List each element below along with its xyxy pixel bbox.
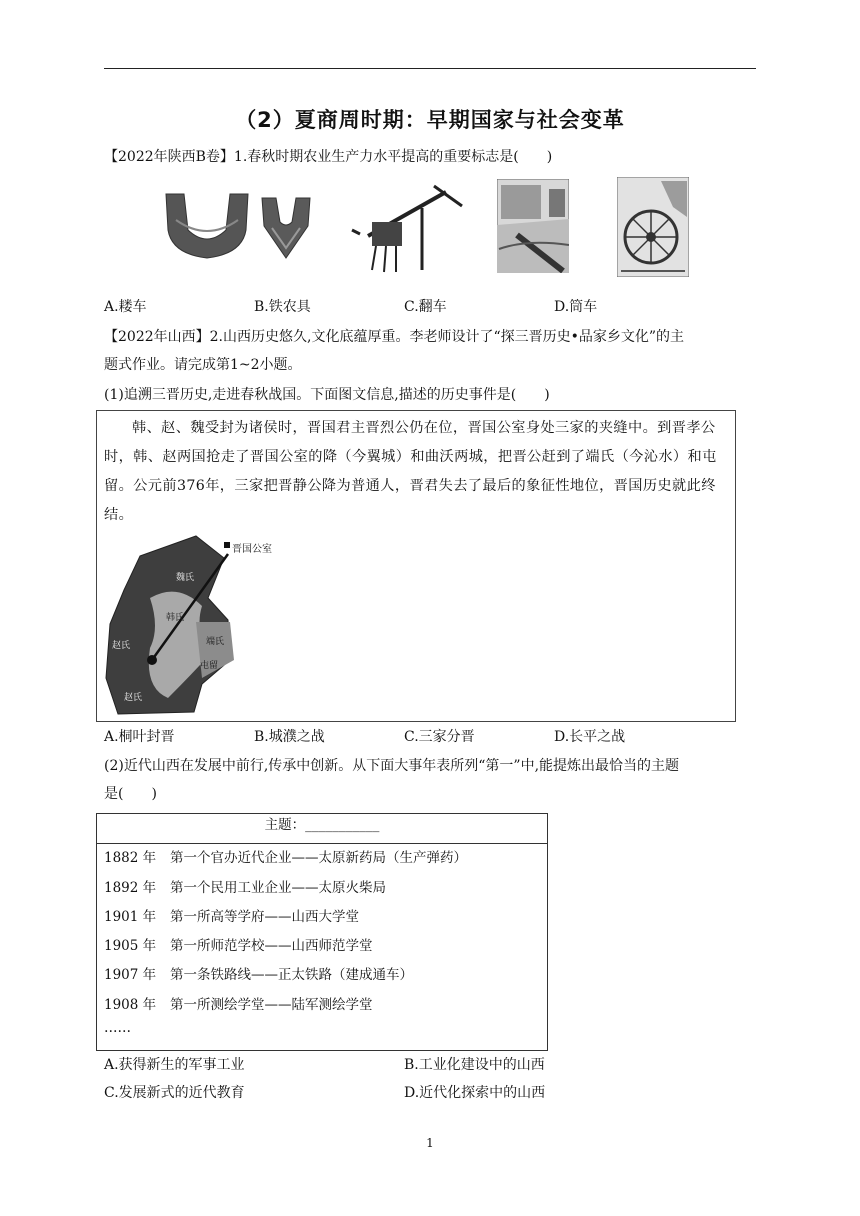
table-row-event: 第一所测绘学堂——陆军测绘学堂: [170, 997, 373, 1013]
table-header: 主题：___________: [97, 813, 547, 844]
q1-option-d: D.筒车: [554, 299, 598, 315]
table-row-year: 1892 年: [104, 880, 157, 896]
table-row-year: 1907 年: [104, 967, 157, 983]
q1-image-a: [160, 190, 254, 262]
table-row: [104, 963, 413, 983]
q1-option-c: C.翻车: [404, 299, 447, 315]
table-row-event: 第一个官办近代企业——太原新药局（生产弹药）: [170, 850, 467, 866]
q1-option-a: A.耧车: [104, 299, 147, 315]
table-row: [104, 993, 373, 1013]
page-number: 1: [426, 1136, 434, 1150]
q1-line: [104, 146, 552, 166]
q2-intro-text: 2.山西历史悠久,文化底蕴厚重。李老师设计了“探三晋历史•品家乡文化”的主: [209, 329, 685, 345]
table-row-year: 1905 年: [104, 938, 157, 954]
table-row-year: 1901 年: [104, 909, 157, 925]
table-row: [104, 934, 373, 954]
q2-sub2-option-c: C.发展新式的近代教育: [104, 1085, 245, 1101]
q2-sub1-option-d: D.长平之战: [554, 729, 626, 745]
table-row-event: 第一所师范学校——山西师范学堂: [170, 938, 373, 954]
table-row: [104, 876, 386, 896]
q2-sub1-option-a: A.桐叶封晋: [104, 729, 175, 745]
q1-image-d: [497, 179, 569, 273]
q1-option-b: B.铁农具: [254, 299, 311, 315]
q2-sub2-option-a: A.获得新生的军事工业: [104, 1057, 245, 1073]
q2-sub2-stem-line1: (2)近代山西在发展中前行,传承中创新。从下面大事年表所列“第一”中,能提炼出最恰当的主题: [104, 758, 680, 774]
q2-sub2-option-d: D.近代化探索中的山西: [404, 1085, 546, 1101]
q2-sub2-option-b: B.工业化建设中的山西: [404, 1057, 545, 1073]
map-label-zhao: 赵氏: [112, 641, 131, 651]
passage-text: 韩、赵、魏受封为诸侯时，晋国君主晋烈公仍在位，晋国公室身处三家的夹缝中。到晋孝公时，韩、赵两国抢走了晋国公室的降（今翼城）和曲沃两城，把晋公赶到了端氏（今沁水）和屯留。公元前376年，三家把晋静公降为普通人，晋君失去了最后的象征性地位，晋国历史就此终结。: [104, 420, 717, 523]
header-rule: [104, 68, 756, 69]
table-row-event: 第一条铁路线——正太铁路（建成通车）: [170, 967, 413, 983]
map-label-zhao-2: 赵氏: [124, 693, 143, 703]
q1-stem: 1.春秋时期农业生产力水平提高的重要标志是( ): [233, 149, 553, 165]
q1-image-e: [617, 177, 689, 277]
table-row-event: 第一所高等学府——山西大学堂: [170, 909, 359, 925]
map-label-duanshi: 端氏: [206, 637, 225, 647]
table-row: [104, 905, 359, 925]
map-label-han: 韩氏: [166, 613, 185, 623]
section-title: （2）夏商周时期：早期国家与社会变革: [235, 108, 625, 132]
q2-sub1-option-c: C.三家分晋: [404, 729, 475, 745]
table-row-year: 1882 年: [104, 850, 157, 866]
q2-intro-line2: 题式作业。请完成第1~2小题。: [104, 357, 302, 373]
q2-sub2-stem-line2: 是( ): [104, 786, 157, 802]
q2-source: 【2022年山西】: [104, 329, 210, 345]
q2-intro-line1: [104, 326, 684, 346]
table-row-event: 第一个民用工业企业——太原火柴局: [170, 880, 386, 896]
map-label-wei: 魏氏: [176, 573, 195, 583]
q1-image-c: [350, 178, 472, 278]
q1-image-b: [258, 192, 314, 262]
q1-source: 【2022年陕西B卷】: [104, 149, 234, 165]
map-label-jin-gongshi: 晋国公室: [232, 544, 272, 555]
map-image: [104, 528, 294, 716]
q2-sub1-option-b: B.城濮之战: [254, 729, 325, 745]
map-label-tunliu: 屯留: [200, 661, 219, 671]
table-row: [104, 846, 467, 866]
table-row-year: 1908 年: [104, 997, 157, 1013]
q2-sub1-stem: (1)追溯三晋历史,走进春秋战国。下面图文信息,描述的历史事件是( ): [104, 387, 550, 403]
table-ellipsis: ……: [104, 1020, 131, 1036]
